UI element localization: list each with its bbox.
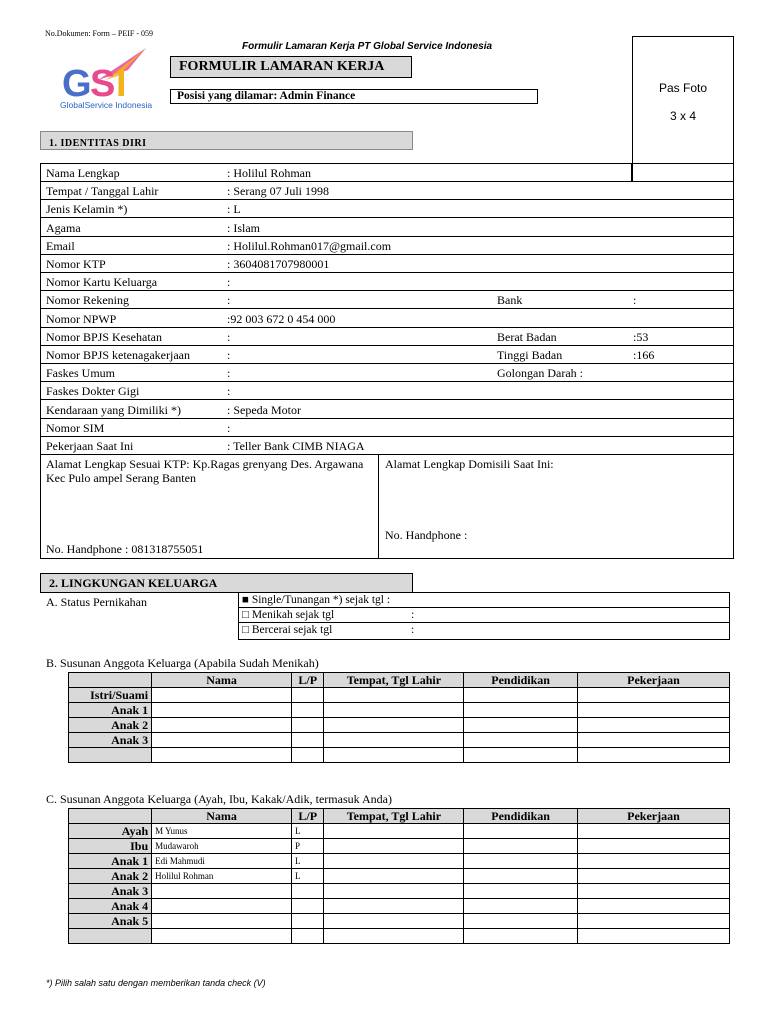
identity-field-value[interactable]: : <box>227 348 231 362</box>
birth-cell[interactable] <box>324 718 464 733</box>
name-cell[interactable] <box>152 703 292 718</box>
identity-field-value[interactable]: : Holilul.Rohman017@gmail.com <box>227 238 392 253</box>
identity-field-value[interactable]: : Sepeda Motor <box>227 402 301 417</box>
identity-row <box>40 237 734 255</box>
table-row <box>69 688 730 703</box>
birth-cell[interactable] <box>324 703 464 718</box>
job-cell[interactable] <box>577 869 729 884</box>
name-cell[interactable] <box>152 914 292 929</box>
birth-cell[interactable] <box>324 929 464 944</box>
identity-field-value[interactable]: : Teller Bank CIMB NIAGA <box>227 439 365 453</box>
identity-field-value[interactable]: : <box>227 293 231 308</box>
identity-field-label: Nama Lengkap <box>46 166 120 180</box>
identity-field-value[interactable]: : L <box>227 202 241 217</box>
handphone-domisili: No. Handphone : <box>385 528 468 542</box>
status-option-divorced[interactable]: □ Bercerai sejak tgl : <box>242 624 415 636</box>
gender-cell[interactable] <box>292 748 324 763</box>
name-cell[interactable] <box>152 748 292 763</box>
footnote: *) Pilih salah satu dengan memberikan tanda check (V) <box>46 978 266 988</box>
job-cell[interactable] <box>577 854 729 869</box>
identity-field-value[interactable]: : <box>227 420 231 435</box>
row-label: Anak 1 <box>69 703 152 718</box>
photo-label: Pas Foto <box>658 81 708 95</box>
identity-field-label: Agama <box>46 220 81 235</box>
company-logo <box>58 40 166 116</box>
gender-cell[interactable]: P <box>292 839 324 854</box>
identity-field-value[interactable]: : Islam <box>227 220 260 235</box>
identity-row <box>40 346 734 364</box>
identity-field-label-2: Berat Badan <box>497 329 557 344</box>
identity-row <box>40 164 734 182</box>
row-label: Anak 3 <box>69 884 152 899</box>
row-label: Anak 5 <box>69 914 152 929</box>
parents-siblings-table <box>68 808 730 944</box>
identity-field-label: Kendaraan yang Dimiliki *) <box>46 402 181 417</box>
address-domisili: Alamat Lengkap Domisili Saat Ini: <box>385 457 554 471</box>
gender-cell[interactable] <box>292 884 324 899</box>
table-row <box>69 748 730 763</box>
education-cell[interactable] <box>464 718 578 733</box>
document-number: No.Dokumen: Form – PEIF - 059 <box>45 29 153 38</box>
identity-row <box>40 328 734 346</box>
identity-row <box>40 200 734 218</box>
education-cell[interactable] <box>464 929 578 944</box>
row-label: Ibu <box>69 839 152 854</box>
identity-row <box>40 419 734 437</box>
birth-cell[interactable] <box>324 748 464 763</box>
table-row <box>69 899 730 914</box>
row-label: Anak 1 <box>69 854 152 869</box>
identity-row <box>40 255 734 273</box>
identity-field-label-2: Tinggi Badan <box>497 348 563 362</box>
identity-field-label: Email <box>46 238 75 253</box>
address-block <box>40 455 734 559</box>
education-cell[interactable] <box>464 869 578 884</box>
education-cell[interactable] <box>464 824 578 839</box>
name-cell[interactable] <box>152 929 292 944</box>
gender-cell[interactable] <box>292 929 324 944</box>
section-1-title: 1. IDENTITAS DIRI <box>49 138 147 149</box>
table-row <box>69 824 730 839</box>
job-cell[interactable] <box>577 884 729 899</box>
identity-field-label: Nomor Rekening <box>46 293 129 308</box>
svg-text:G: G <box>62 63 92 105</box>
marital-status-label: A. Status Pernikahan <box>46 595 147 609</box>
identity-field-value[interactable]: : <box>227 275 231 290</box>
identity-field-label: Pekerjaan Saat Ini <box>46 439 134 453</box>
gender-cell[interactable]: L <box>292 854 324 869</box>
corner-cell <box>69 673 152 688</box>
job-cell[interactable] <box>577 824 729 839</box>
row-label <box>69 748 152 763</box>
identity-row <box>40 182 734 200</box>
form-title: FORMULIR LAMARAN KERJA <box>170 56 412 78</box>
row-label <box>69 929 152 944</box>
column-header: Tempat, Tgl Lahir <box>324 809 464 824</box>
photo-size: 3 x 4 <box>669 109 696 123</box>
birth-cell[interactable] <box>324 914 464 929</box>
birth-cell[interactable] <box>324 824 464 839</box>
job-cell[interactable] <box>577 839 729 854</box>
name-cell[interactable]: M Yunus <box>152 824 292 839</box>
identity-field-label-2: Golongan Darah : <box>497 366 583 381</box>
gender-cell[interactable] <box>292 733 324 748</box>
job-cell[interactable] <box>577 733 729 748</box>
name-cell[interactable] <box>152 884 292 899</box>
column-header: L/P <box>292 809 324 824</box>
identity-row <box>40 310 734 328</box>
identity-field-label: Nomor BPJS ketenagakerjaan <box>46 348 190 362</box>
gender-cell[interactable] <box>292 688 324 703</box>
identity-field-label: Faskes Umum <box>46 366 115 381</box>
table-b-title: B. Susunan Anggota Keluarga (Apabila Sudah Menikah) <box>46 656 319 670</box>
gender-cell[interactable] <box>292 899 324 914</box>
column-header: Tempat, Tgl Lahir <box>324 673 464 688</box>
job-cell[interactable] <box>577 688 729 703</box>
birth-cell[interactable] <box>324 854 464 869</box>
birth-cell[interactable] <box>324 839 464 854</box>
identity-field-label-2: Bank <box>497 293 523 308</box>
column-header: L/P <box>292 673 324 688</box>
row-label: Anak 3 <box>69 733 152 748</box>
job-cell[interactable] <box>577 703 729 718</box>
education-cell[interactable] <box>464 884 578 899</box>
identity-field-label: Nomor Kartu Keluarga <box>46 275 158 290</box>
identity-row <box>40 219 734 237</box>
row-label: Anak 4 <box>69 899 152 914</box>
table-row <box>69 839 730 854</box>
identity-field-label: Nomor KTP <box>46 257 106 271</box>
status-option-married[interactable]: □ Menikah sejak tgl : <box>239 608 729 623</box>
birth-cell[interactable] <box>324 884 464 899</box>
identity-row <box>40 291 734 309</box>
address-ktp: Alamat Lengkap Sesuai KTP: Kp.Ragas grenyang Des. Argawana Kec Pulo ampel Serang Banten <box>46 457 364 485</box>
form-subtitle: Formulir Lamaran Kerja PT Global Service Indonesia <box>242 41 493 52</box>
identity-field-value-2[interactable]: :53 <box>633 329 649 344</box>
identity-field-value[interactable]: : <box>227 329 231 344</box>
name-cell[interactable] <box>152 733 292 748</box>
identity-field-value[interactable]: : 3604081707980001 <box>227 257 330 271</box>
name-cell[interactable] <box>152 899 292 914</box>
table-row <box>69 703 730 718</box>
identity-field-value-2[interactable]: : <box>633 293 637 308</box>
table-header-row <box>69 673 730 688</box>
identity-field-label: Tempat / Tanggal Lahir <box>46 184 159 199</box>
education-cell[interactable] <box>464 688 578 703</box>
birth-cell[interactable] <box>324 869 464 884</box>
handphone-ktp: No. Handphone : 081318755051 <box>46 542 204 556</box>
table-row <box>69 854 730 869</box>
name-cell[interactable] <box>152 718 292 733</box>
address-divider <box>378 455 379 559</box>
education-cell[interactable] <box>464 839 578 854</box>
table-row <box>69 718 730 733</box>
logo-caption: GlobalService Indonesia <box>60 100 153 110</box>
identity-field-label: Nomor SIM <box>46 420 105 435</box>
table-row <box>69 929 730 944</box>
corner-cell <box>69 809 152 824</box>
row-label: Ayah <box>69 824 152 839</box>
name-cell[interactable] <box>152 688 292 703</box>
job-cell[interactable] <box>577 748 729 763</box>
job-cell[interactable] <box>577 718 729 733</box>
gender-cell[interactable] <box>292 703 324 718</box>
table-header-row <box>69 809 730 824</box>
identity-field-value[interactable]: : Serang 07 Juli 1998 <box>227 184 329 199</box>
education-cell[interactable] <box>464 899 578 914</box>
identity-field-label: Nomor BPJS Kesehatan <box>46 329 162 344</box>
name-cell[interactable]: Mudawaroh <box>152 839 292 854</box>
identity-field-label: Nomor NPWP <box>46 311 117 326</box>
identity-row <box>40 437 734 455</box>
photo-placeholder <box>632 36 734 182</box>
identity-row <box>40 364 734 382</box>
svg-text:S: S <box>90 63 116 105</box>
birth-cell[interactable] <box>324 688 464 703</box>
section-1-header <box>40 131 413 150</box>
job-cell[interactable] <box>577 899 729 914</box>
education-cell[interactable] <box>464 914 578 929</box>
column-header: Nama <box>152 809 292 824</box>
education-cell[interactable] <box>464 733 578 748</box>
status-option-single[interactable]: ■ Single/Tunangan *) sejak tgl : <box>239 593 729 608</box>
identity-field-value[interactable]: :92 003 672 0 454 000 <box>227 311 336 326</box>
identity-field-label: Faskes Dokter Gigi <box>46 384 140 399</box>
table-row <box>69 869 730 884</box>
svg-text:I: I <box>116 63 127 105</box>
identity-field-value-2[interactable]: :166 <box>633 348 655 362</box>
position-applied: Posisi yang dilamar: Admin Finance <box>170 89 538 104</box>
identity-field-value[interactable]: : Holilul Rohman <box>227 166 311 180</box>
column-header: Pekerjaan <box>577 809 729 824</box>
gender-cell[interactable]: L <box>292 824 324 839</box>
table-row <box>69 914 730 929</box>
identity-row <box>40 382 734 400</box>
row-label: Anak 2 <box>69 869 152 884</box>
row-label: Istri/Suami <box>69 688 152 703</box>
education-cell[interactable] <box>464 703 578 718</box>
education-cell[interactable] <box>464 854 578 869</box>
marital-status-options <box>238 592 730 640</box>
gender-cell[interactable]: L <box>292 869 324 884</box>
identity-field-value[interactable]: : <box>227 366 231 381</box>
job-cell[interactable] <box>577 914 729 929</box>
section-2-title: 2. LINGKUNGAN KELUARGA <box>40 573 413 593</box>
column-header: Pendidikan <box>464 673 578 688</box>
birth-cell[interactable] <box>324 733 464 748</box>
identity-field-label: Jenis Kelamin *) <box>46 202 128 217</box>
identity-field-value[interactable]: : <box>227 384 231 399</box>
column-header: Nama <box>152 673 292 688</box>
row-label: Anak 2 <box>69 718 152 733</box>
education-cell[interactable] <box>464 748 578 763</box>
gender-cell[interactable] <box>292 718 324 733</box>
spouse-children-table <box>68 672 730 763</box>
identity-row <box>40 273 734 291</box>
job-cell[interactable] <box>577 929 729 944</box>
name-cell[interactable]: Holilul Rohman <box>152 869 292 884</box>
column-header: Pekerjaan <box>577 673 729 688</box>
birth-cell[interactable] <box>324 899 464 914</box>
table-row <box>69 884 730 899</box>
column-header: Pendidikan <box>464 809 578 824</box>
name-cell[interactable]: Edi Mahmudi <box>152 854 292 869</box>
identity-row <box>40 401 734 419</box>
table-c-title: C. Susunan Anggota Keluarga (Ayah, Ibu, Kakak/Adik, termasuk Anda) <box>46 792 392 806</box>
gender-cell[interactable] <box>292 914 324 929</box>
table-row <box>69 733 730 748</box>
